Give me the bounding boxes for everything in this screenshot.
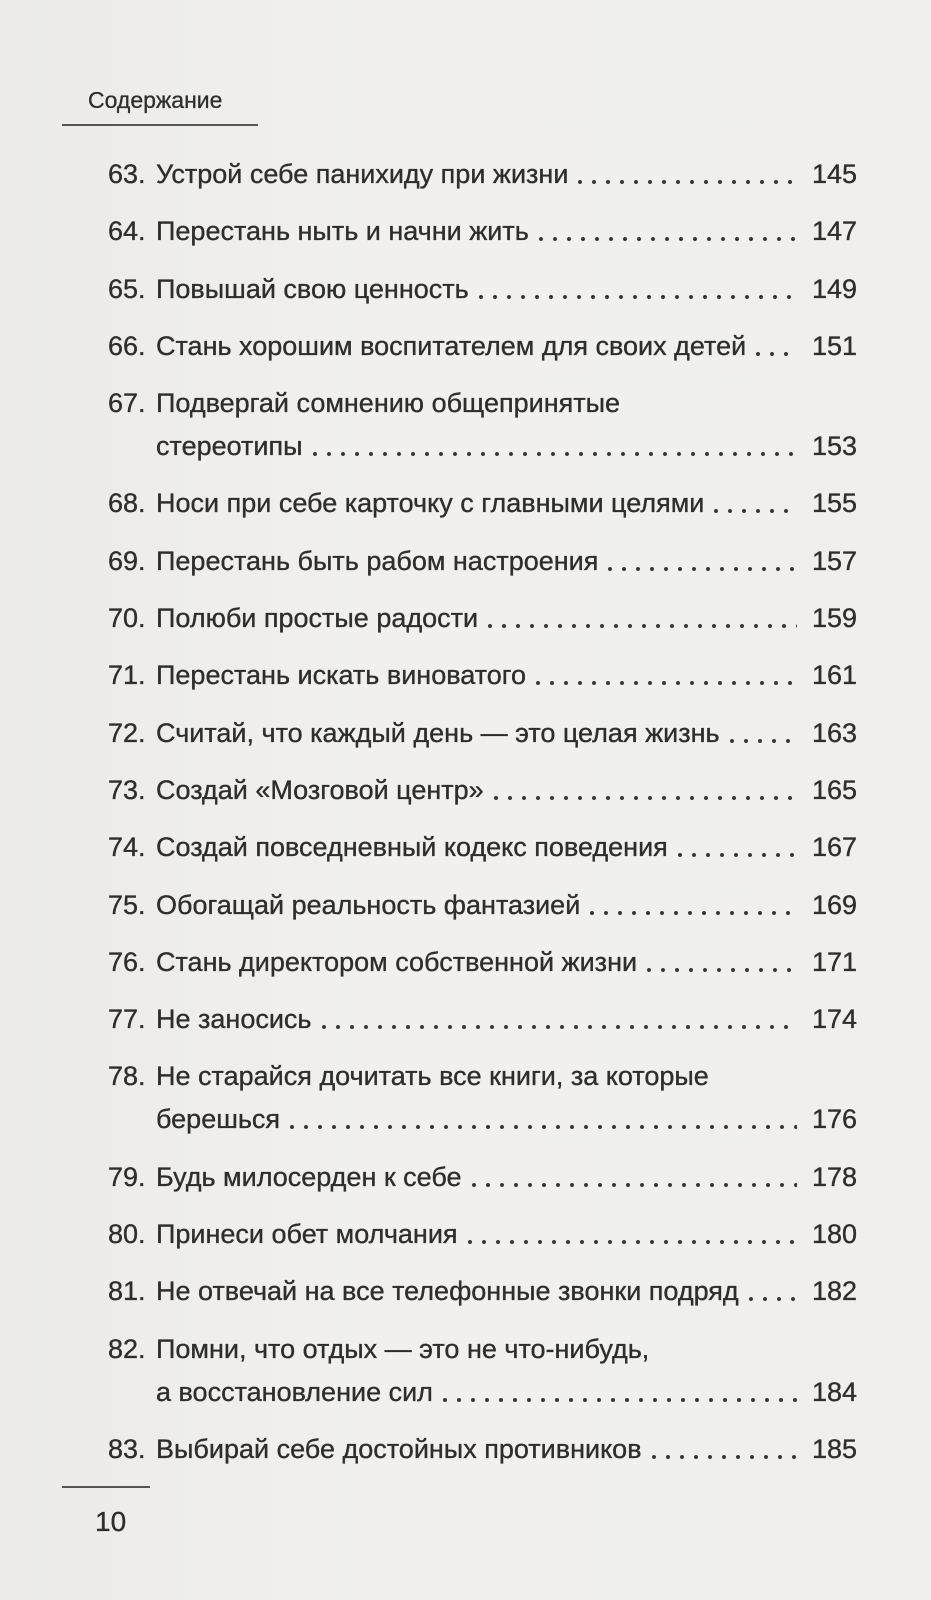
- leader-dots: [745, 1270, 797, 1313]
- entry-title: Не заносись: [156, 1004, 312, 1035]
- entry-title: стереотипы: [156, 431, 303, 462]
- entry-title: берешься: [156, 1104, 281, 1135]
- entry-title: Перестань быть рабом настроения: [156, 545, 599, 576]
- toc-entry-line: [108, 998, 857, 1041]
- toc-entry-line: [108, 425, 857, 468]
- leader-dots: [309, 425, 797, 468]
- toc-entry: [108, 482, 857, 525]
- leader-dots: [604, 540, 797, 583]
- entry-page: 167: [811, 832, 857, 863]
- toc-entry: [108, 1270, 857, 1313]
- toc-entry: [108, 382, 857, 468]
- leader-dots: [535, 210, 797, 253]
- toc-entry-line: [108, 210, 857, 253]
- leader-dots: [674, 826, 797, 869]
- toc-entry-line: [108, 712, 857, 755]
- toc-entry-line: [108, 1428, 857, 1471]
- entry-number: 67.: [108, 388, 146, 419]
- entry-number: 71.: [108, 660, 146, 691]
- entry-number: 73.: [108, 774, 146, 805]
- entry-number: 79.: [108, 1161, 146, 1192]
- entry-title: Не старайся дочитать все книги, за которые: [156, 1061, 709, 1092]
- toc-entry-line: [108, 1328, 857, 1371]
- toc-entry-line: [108, 884, 857, 927]
- entry-title: Помни, что отдых — это не что-нибудь,: [156, 1333, 650, 1364]
- toc-entry-line: [108, 826, 857, 869]
- leader-dots: [475, 268, 797, 311]
- toc-entry: [108, 769, 857, 812]
- entry-page: 178: [811, 1161, 857, 1192]
- leader-dots: [532, 654, 797, 697]
- entry-title: Стань директором собственной жизни: [156, 946, 638, 977]
- toc-entry-line: [108, 941, 857, 984]
- toc-entry-line: [108, 1156, 857, 1199]
- toc-entry: [108, 712, 857, 755]
- toc-entry-line: [108, 1055, 857, 1098]
- entry-number: 70.: [108, 603, 146, 634]
- toc-entry: [108, 1156, 857, 1199]
- toc-entry-line: [108, 540, 857, 583]
- entry-title: Перестань ныть и начни жить: [156, 216, 529, 247]
- entry-page: 153: [811, 431, 857, 462]
- entry-indent: [108, 1098, 156, 1141]
- leader-dots: [574, 153, 797, 196]
- toc-entry-line: [108, 769, 857, 812]
- leader-dots: [484, 597, 797, 640]
- footer-rule: [62, 1486, 150, 1488]
- leader-dots: [643, 941, 797, 984]
- leader-dots: [726, 712, 797, 755]
- entry-indent: [108, 425, 156, 468]
- entry-number: 65.: [108, 273, 146, 304]
- entry-page: 163: [811, 717, 857, 748]
- entry-page: 185: [811, 1433, 857, 1464]
- entry-indent: [108, 1371, 156, 1414]
- entry-title: Будь милосерден к себе: [156, 1161, 462, 1192]
- toc-entry-line: [108, 654, 857, 697]
- entry-page: 145: [811, 159, 857, 189]
- entry-page: 184: [811, 1376, 857, 1407]
- toc-entry-line: [108, 382, 857, 425]
- entry-number: 76.: [108, 946, 146, 977]
- entry-title: Устрой себе панихиду при жизни: [156, 159, 569, 189]
- toc-entry-line: [108, 1270, 857, 1313]
- entry-number: 78.: [108, 1061, 146, 1092]
- table-of-contents: [108, 153, 857, 1485]
- entry-title: а восстановление сил: [156, 1376, 433, 1407]
- entry-page: 151: [811, 330, 857, 361]
- entry-page: 157: [811, 545, 857, 576]
- leader-dots: [318, 998, 798, 1041]
- toc-entry: [108, 1328, 857, 1414]
- toc-entry: [108, 1428, 857, 1471]
- leader-dots: [464, 1213, 797, 1256]
- entry-page: 169: [811, 889, 857, 920]
- entry-title: Принеси обет молчания: [156, 1219, 458, 1250]
- entry-title: Не отвечай на все телефонные звонки подряд: [156, 1276, 739, 1307]
- entry-number: 63.: [108, 159, 146, 189]
- toc-entry: [108, 826, 857, 869]
- toc-entry-line: [108, 153, 857, 196]
- leader-dots: [439, 1371, 797, 1414]
- entry-page: 147: [811, 216, 857, 247]
- entry-page: 171: [811, 946, 857, 977]
- toc-entry: [108, 325, 857, 368]
- toc-entry: [108, 941, 857, 984]
- toc-entry: [108, 884, 857, 927]
- entry-page: 159: [811, 603, 857, 634]
- toc-entry: [108, 210, 857, 253]
- entry-page: 165: [811, 774, 857, 805]
- entry-number: 72.: [108, 717, 146, 748]
- header-rule: [62, 124, 258, 126]
- entry-title: Повышай свою ценность: [156, 273, 469, 304]
- entry-title: Обогащай реальность фантазией: [156, 889, 581, 920]
- leader-dots: [286, 1098, 797, 1141]
- entry-title: Носи при себе карточку с главными целями: [156, 488, 705, 519]
- toc-entry-line: [108, 1098, 857, 1141]
- entry-number: 81.: [108, 1276, 146, 1307]
- entry-page: 174: [811, 1004, 857, 1035]
- entry-page: 182: [811, 1276, 857, 1307]
- toc-entry: [108, 268, 857, 311]
- leader-dots: [648, 1428, 797, 1471]
- leader-dots: [586, 884, 797, 927]
- toc-entry: [108, 597, 857, 640]
- toc-entry-line: [108, 1213, 857, 1256]
- leader-dots: [752, 325, 797, 368]
- entry-title: Перестань искать виноватого: [156, 660, 527, 691]
- entry-title: Создай повседневный кодекс поведения: [156, 832, 668, 863]
- entry-number: 69.: [108, 545, 146, 576]
- toc-entry: [108, 1055, 857, 1141]
- entry-title: Выбирай себе достойных противников: [156, 1433, 642, 1464]
- entry-page: 161: [811, 660, 857, 691]
- entry-number: 83.: [108, 1433, 146, 1464]
- toc-entry: [108, 654, 857, 697]
- leader-dots: [490, 769, 797, 812]
- entry-number: 82.: [108, 1333, 146, 1364]
- toc-entry-line: [108, 1371, 857, 1414]
- toc-entry-line: [108, 325, 857, 368]
- toc-entry: [108, 540, 857, 583]
- entry-title: Полюби простые радости: [156, 603, 479, 634]
- entry-title: Создай «Мозговой центр»: [156, 774, 484, 805]
- entry-page: 155: [811, 488, 857, 519]
- entry-page: 149: [811, 273, 857, 304]
- page-number: 10: [95, 1506, 127, 1537]
- toc-entry-line: [108, 597, 857, 640]
- entry-page: 176: [811, 1104, 857, 1135]
- toc-entry: [108, 1213, 857, 1256]
- entry-number: 66.: [108, 330, 146, 361]
- entry-page: 180: [811, 1219, 857, 1250]
- running-header: Содержание: [88, 87, 223, 113]
- entry-number: 64.: [108, 216, 146, 247]
- toc-entry: [108, 153, 857, 196]
- leader-dots: [468, 1156, 797, 1199]
- entry-number: 75.: [108, 889, 146, 920]
- leader-dots: [710, 482, 797, 525]
- entry-title: Стань хорошим воспитателем для своих детей: [156, 330, 747, 361]
- entry-number: 77.: [108, 1004, 146, 1035]
- toc-entry-line: [108, 268, 857, 311]
- toc-entry-line: [108, 482, 857, 525]
- entry-number: 74.: [108, 832, 146, 863]
- entry-title: Подвергай сомнению общепринятые: [156, 388, 621, 419]
- entry-number: 80.: [108, 1219, 146, 1250]
- entry-number: 68.: [108, 488, 146, 519]
- entry-title: Считай, что каждый день — это целая жизнь: [156, 717, 720, 748]
- toc-entry: [108, 998, 857, 1041]
